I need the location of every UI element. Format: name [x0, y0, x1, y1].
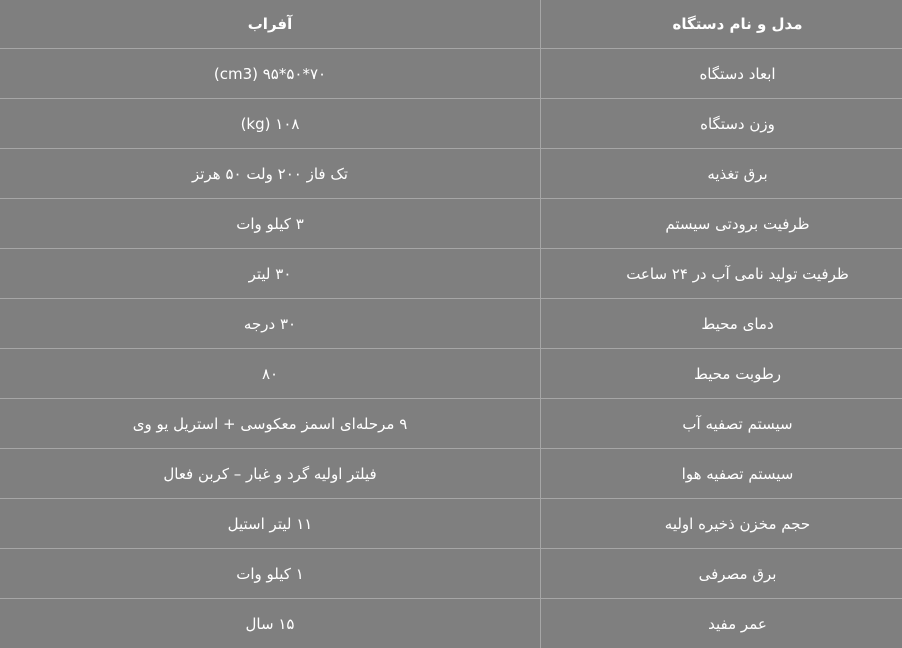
header-label-cell: مدل و نام دستگاه [541, 0, 902, 49]
row-value: ۳۰ درجه [0, 299, 541, 349]
row-value: تک فاز ۲۰۰ ولت ۵۰ هرتز [0, 149, 541, 199]
table-row [0, 599, 902, 648]
table-row [0, 199, 902, 249]
header-value-cell: آفراب [0, 0, 541, 49]
row-label: ظرفیت تولید نامی آب در ۲۴ ساعت [541, 249, 902, 299]
row-value: ۱۰۸ (kg) [0, 99, 541, 149]
row-label: سیستم تصفیه هوا [541, 449, 902, 499]
table-row [0, 549, 902, 599]
table-row [0, 349, 902, 399]
table-row [0, 499, 902, 549]
row-value: ۱۵ سال [245, 614, 295, 633]
row-label: حجم مخزن ذخیره اولیه [541, 499, 902, 549]
row-label: رطوبت محیط [541, 349, 902, 399]
row-label: دمای محیط [541, 299, 902, 349]
row-label: برق مصرفی [541, 549, 902, 599]
row-value: ۹ مرحله‌ای اسمز معکوسی + استریل یو وی [0, 399, 541, 449]
table-row [0, 299, 902, 349]
table-row [0, 49, 902, 99]
row-value: ۱۱ لیتر استیل [0, 499, 541, 549]
row-label: سیستم تصفیه آب [541, 399, 902, 449]
row-value: فیلتر اولیه گرد و غبار – کربن فعال [0, 449, 541, 499]
row-label: ابعاد دستگاه [541, 49, 902, 99]
table-row [0, 149, 902, 199]
table-header-row [0, 0, 902, 49]
row-value: ۳۰ لیتر [0, 249, 541, 299]
row-value: ۱ کیلو وات [0, 549, 541, 599]
table-row [0, 399, 902, 449]
table-row [0, 249, 902, 299]
row-label: ظرفیت برودتی سیستم [541, 199, 902, 249]
table-row [0, 99, 902, 149]
table-row [0, 449, 902, 499]
row-label: برق تغذیه [541, 149, 902, 199]
row-value: ۷۰*۵۰*۹۵ (cm3) [0, 49, 541, 99]
row-label: عمر مفید [541, 599, 902, 648]
row-value: ۳ کیلو وات [0, 199, 541, 249]
row-value: ۸۰ [0, 349, 541, 399]
row-label: وزن دستگاه [541, 99, 902, 149]
